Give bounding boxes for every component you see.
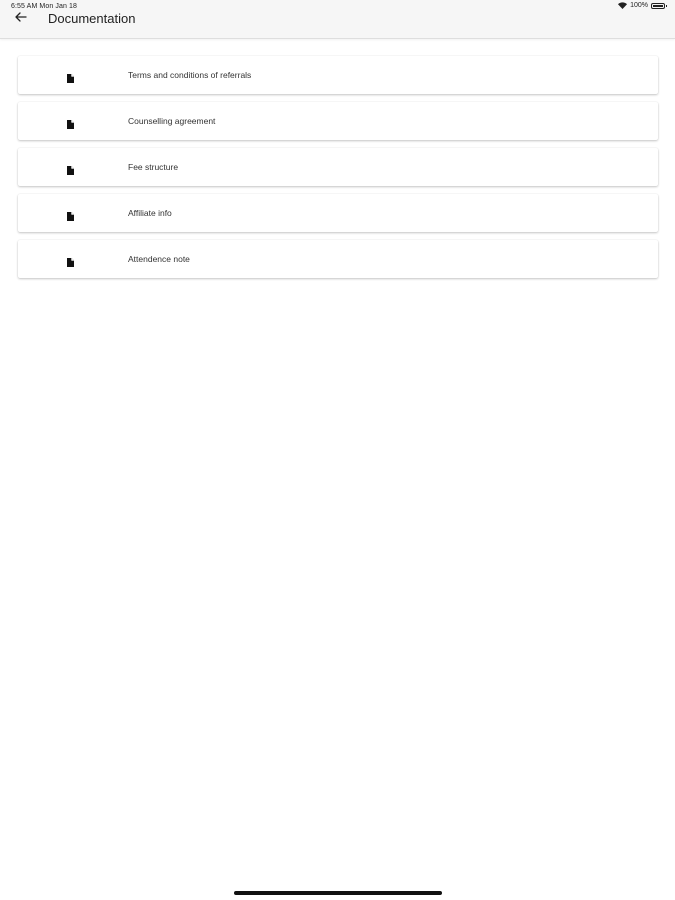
battery-percent: 100% <box>630 2 648 9</box>
back-button[interactable] <box>13 10 29 26</box>
home-indicator[interactable] <box>234 891 442 895</box>
document-label: Counselling agreement <box>128 116 216 126</box>
wifi-icon <box>618 2 627 9</box>
app-bar <box>0 0 675 39</box>
document-label: Affiliate info <box>128 208 172 218</box>
file-icon <box>67 116 74 125</box>
arrow-left-icon <box>15 9 27 27</box>
file-icon <box>67 70 74 79</box>
document-label: Terms and conditions of referrals <box>128 70 252 80</box>
document-list <box>18 56 658 286</box>
document-label: Attendence note <box>128 254 190 264</box>
status-time: 6:55 AM Mon Jan 18 <box>11 3 78 10</box>
page-title: Documentation <box>48 11 136 26</box>
file-icon <box>67 162 74 171</box>
battery-icon <box>651 3 665 9</box>
document-item-counselling-agreement[interactable] <box>18 102 658 140</box>
document-item-attendence-note[interactable] <box>18 240 658 278</box>
file-icon <box>67 208 74 217</box>
document-label: Fee structure <box>128 162 179 172</box>
document-item-terms[interactable] <box>18 56 658 94</box>
status-indicators <box>618 2 665 9</box>
document-item-fee-structure[interactable] <box>18 148 658 186</box>
file-icon <box>67 254 74 263</box>
document-item-affiliate-info[interactable] <box>18 194 658 232</box>
